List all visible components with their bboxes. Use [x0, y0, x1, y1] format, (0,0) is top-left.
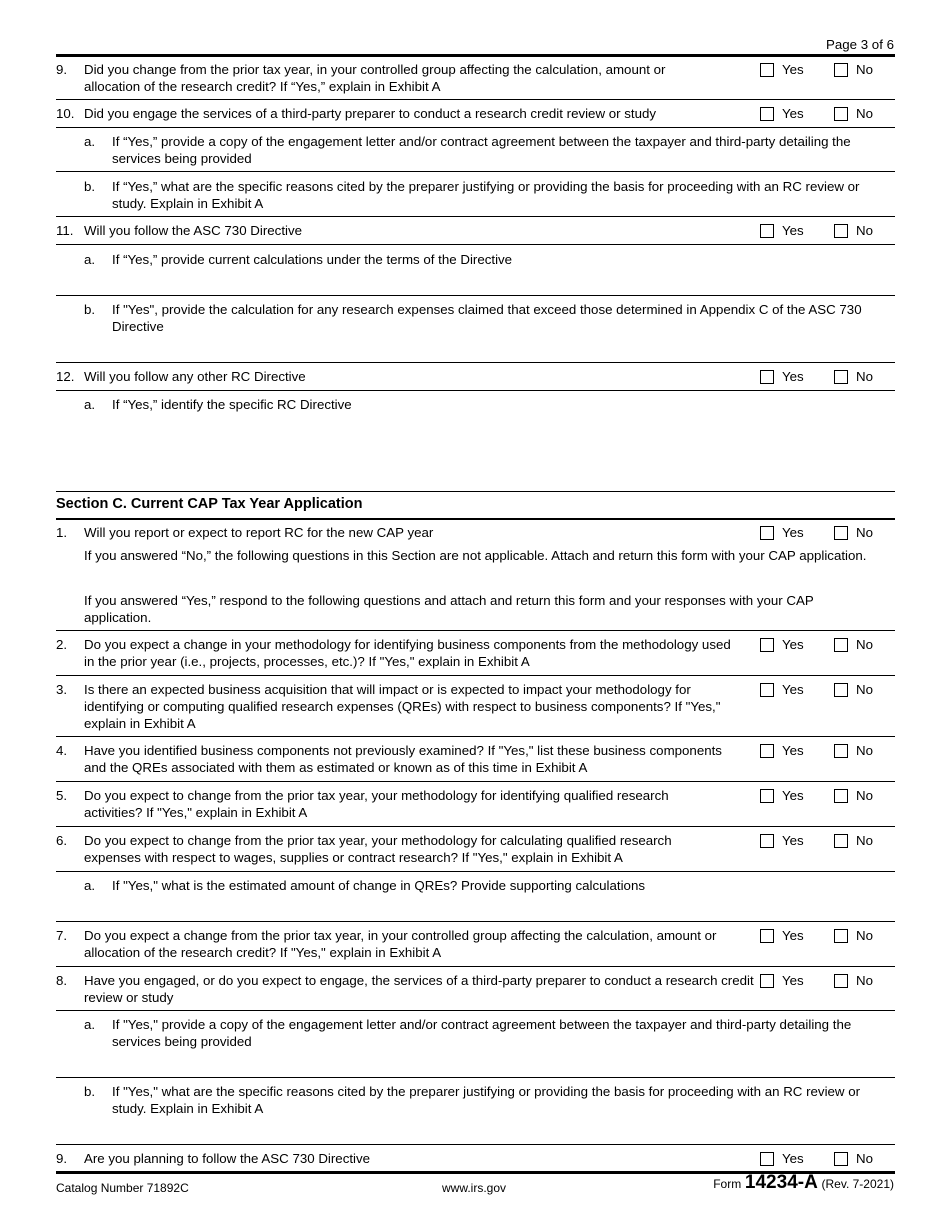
q12-no-label: No [856, 369, 873, 384]
form-prefix: Form [713, 1177, 742, 1191]
top-rule [56, 54, 895, 57]
c7-yes-checkbox[interactable] [760, 929, 774, 943]
divider [56, 630, 895, 631]
q10-no-label: No [856, 106, 873, 121]
c5-no-label: No [856, 788, 873, 803]
q11a-text: If “Yes,” provide current calculations under the terms of the Directive [112, 252, 513, 267]
divider [56, 781, 895, 782]
q9-yes-label: Yes [782, 62, 804, 77]
q12a-letter: a. [84, 397, 96, 412]
c3-yes-checkbox[interactable] [760, 683, 774, 697]
c8-no-checkbox[interactable] [834, 974, 848, 988]
c6-text: Do you expect to change from the prior tax year, your methodology for calculating qualified research expenses with respect to wages, supplies or contract research? If "Yes," explain in Exhibit A [84, 833, 672, 865]
c8a-letter: a. [84, 1017, 96, 1032]
q9-no-checkbox[interactable] [834, 63, 848, 77]
q12-text: Will you follow any other RC Directive [84, 369, 306, 384]
c9-no-checkbox[interactable] [834, 1152, 848, 1166]
divider [56, 675, 895, 676]
divider [56, 99, 895, 100]
q9-number: 9. [56, 62, 68, 77]
q9-text: Did you change from the prior tax year, in your controlled group affecting the calculation, amount or allocation of the research credit? If “Yes,” explain in Exhibit A [84, 62, 666, 94]
section-c-title-rule [56, 518, 895, 520]
divider [56, 921, 895, 922]
c8-number: 8. [56, 973, 68, 988]
q10b-letter: b. [84, 179, 96, 194]
divider [56, 171, 895, 172]
divider [56, 826, 895, 827]
c9-yes-label: Yes [782, 1151, 804, 1166]
c8b-text: If "Yes," what are the specific reasons cited by the preparer justifying or providing the basis for proceeding with an RC review or study. Explain in Exhibit A [112, 1084, 861, 1116]
divider [56, 966, 895, 967]
c4-yes-label: Yes [782, 743, 804, 758]
c8-yes-checkbox[interactable] [760, 974, 774, 988]
c2-yes-checkbox[interactable] [760, 638, 774, 652]
c9-yes-checkbox[interactable] [760, 1152, 774, 1166]
section-c-title: Section C. Current CAP Tax Year Application [56, 496, 363, 512]
divider [56, 244, 895, 245]
c6-yes-label: Yes [782, 833, 804, 848]
q10-no-checkbox[interactable] [834, 107, 848, 121]
q10-yes-checkbox[interactable] [760, 107, 774, 121]
c8-text: Have you engaged, or do you expect to engage, the services of a third-party preparer to conduct a research credit review or study [84, 973, 754, 1005]
c7-no-label: No [856, 928, 873, 943]
c3-no-label: No [856, 682, 873, 697]
q12-number: 12. [56, 369, 75, 384]
c7-number: 7. [56, 928, 68, 943]
q11b-text: If "Yes", provide the calculation for any research expenses claimed that exceed those determined in Appendix C of the ASC 730 Directive [112, 302, 862, 334]
q11-no-label: No [856, 223, 873, 238]
q11-no-checkbox[interactable] [834, 224, 848, 238]
c8-yes-label: Yes [782, 973, 804, 988]
divider [56, 127, 895, 128]
divider [56, 390, 895, 391]
divider [56, 362, 895, 363]
form-number: 14234-A [744, 1172, 818, 1193]
c6-number: 6. [56, 833, 68, 848]
divider [56, 295, 895, 296]
c4-text: Have you identified business components not previously examined? If "Yes," list these business components and the QREs associated with them as estimated or known as of this time in Exhibit A [84, 743, 722, 775]
divider [56, 1010, 895, 1011]
c2-text: Do you expect a change in your methodology for identifying business components from the methodology used in the prior year (i.e., projects, processes, etc.)? If "Yes," explain in Exhibit A [84, 637, 731, 669]
q11-yes-checkbox[interactable] [760, 224, 774, 238]
c5-number: 5. [56, 788, 68, 803]
page-number: Page 3 of 6 [825, 37, 894, 52]
c1-yes-checkbox[interactable] [760, 526, 774, 540]
form-identifier [713, 1174, 894, 1193]
c5-no-checkbox[interactable] [834, 789, 848, 803]
c5-yes-checkbox[interactable] [760, 789, 774, 803]
c3-no-checkbox[interactable] [834, 683, 848, 697]
c2-yes-label: Yes [782, 637, 804, 652]
c4-no-checkbox[interactable] [834, 744, 848, 758]
divider [56, 736, 895, 737]
q10-yes-label: Yes [782, 106, 804, 121]
q10b-text: If “Yes,” what are the specific reasons cited by the preparer justifying or providing the basis for proceeding with an RC review or study. Explain in Exhibit A [112, 179, 860, 211]
c7-no-checkbox[interactable] [834, 929, 848, 943]
catalog-number: Catalog Number 71892C [56, 1181, 189, 1195]
q11-number: 11. [56, 223, 74, 238]
q10-text: Did you engage the services of a third-party preparer to conduct a research credit review or study [84, 106, 657, 121]
c1-text: Will you report or expect to report RC for the new CAP year [84, 525, 434, 540]
c2-no-checkbox[interactable] [834, 638, 848, 652]
c3-yes-label: Yes [782, 682, 804, 697]
divider [56, 1077, 895, 1078]
c7-text: Do you expect a change from the prior tax year, in your controlled group affecting the calculation, amount or allocation of the research credit? If "Yes," explain in Exhibit A [84, 928, 717, 960]
c8b-letter: b. [84, 1084, 96, 1099]
c6a-text: If "Yes," what is the estimated amount of change in QREs? Provide supporting calculations [112, 878, 645, 893]
c4-yes-checkbox[interactable] [760, 744, 774, 758]
c3-text: Is there an expected business acquisition that will impact or is expected to impact your methodology for identifying or computing qualified research expenses (QREs) with respect to business components? If "Yes," explain in Exhibit A [84, 682, 721, 731]
section-c-top-rule [56, 491, 895, 492]
c8-no-label: No [856, 973, 873, 988]
c9-no-label: No [856, 1151, 873, 1166]
c6-no-label: No [856, 833, 873, 848]
q9-no-label: No [856, 62, 873, 77]
q12-yes-checkbox[interactable] [760, 370, 774, 384]
c2-number: 2. [56, 637, 68, 652]
q9-yes-checkbox[interactable] [760, 63, 774, 77]
form-revision: (Rev. 7-2021) [821, 1177, 894, 1191]
c7-yes-label: Yes [782, 928, 804, 943]
c1-yes-label: Yes [782, 525, 804, 540]
q12a-text: If “Yes,” identify the specific RC Directive [112, 397, 352, 412]
q10a-letter: a. [84, 134, 96, 149]
c9-text: Are you planning to follow the ASC 730 Directive [84, 1151, 371, 1166]
q11a-letter: a. [84, 252, 96, 267]
c1-number: 1. [56, 525, 68, 540]
c9-number: 9. [56, 1151, 68, 1166]
divider [56, 216, 895, 217]
q10-number: 10. [56, 106, 75, 121]
c1-note-no: If you answered “No,” the following questions in this Section are not applicable. Attach and return this form with your CAP application. [84, 548, 867, 563]
divider [56, 871, 895, 872]
divider [56, 1144, 895, 1145]
c5-text: Do you expect to change from the prior tax year, your methodology for identifying qualified research activities? If "Yes," explain in Exhibit A [84, 788, 669, 820]
q11-yes-label: Yes [782, 223, 804, 238]
q12-yes-label: Yes [782, 369, 804, 384]
q10a-text: If “Yes,” provide a copy of the engagement letter and/or contract agreement between the taxpayer and third-party detailing the services being provided [112, 134, 851, 166]
c1-note-yes: If you answered “Yes,” respond to the following questions and attach and return this form and your responses with your CAP application. [84, 593, 814, 625]
c1-no-label: No [856, 525, 873, 540]
website: www.irs.gov [442, 1181, 507, 1195]
c4-no-label: No [856, 743, 873, 758]
c1-no-checkbox[interactable] [834, 526, 848, 540]
c5-yes-label: Yes [782, 788, 804, 803]
c6-yes-checkbox[interactable] [760, 834, 774, 848]
q12-no-checkbox[interactable] [834, 370, 848, 384]
c6a-letter: a. [84, 878, 96, 893]
q11-text: Will you follow the ASC 730 Directive [84, 223, 303, 238]
c3-number: 3. [56, 682, 68, 697]
c8a-text: If "Yes," provide a copy of the engagement letter and/or contract agreement between the taxpayer and third-party detailing the services being provided [112, 1017, 852, 1049]
q11b-letter: b. [84, 302, 96, 317]
c6-no-checkbox[interactable] [834, 834, 848, 848]
c4-number: 4. [56, 743, 68, 758]
c2-no-label: No [856, 637, 873, 652]
